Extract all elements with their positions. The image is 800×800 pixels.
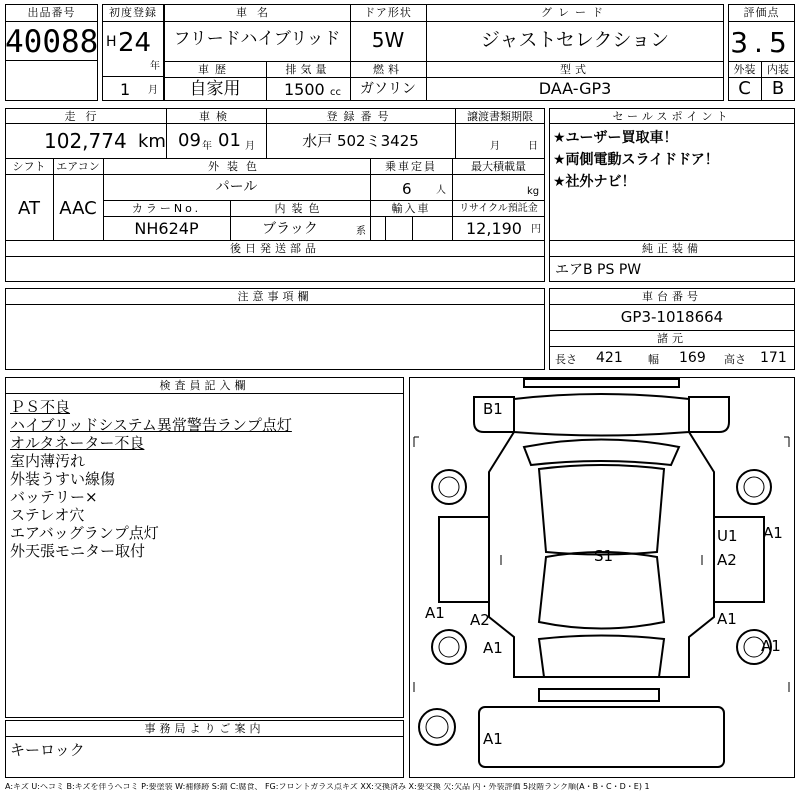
divider xyxy=(164,61,724,62)
length: 421 xyxy=(596,350,623,366)
damage-mark: A1 xyxy=(761,637,781,655)
inspection-month-unit: 月 xyxy=(245,141,255,152)
car-diagram xyxy=(409,377,795,778)
left-slide-door xyxy=(439,517,489,602)
divider xyxy=(549,123,795,124)
damage-mark: A1 xyxy=(483,730,503,748)
load-unit: kg xyxy=(527,186,540,197)
damage-mark: U1 xyxy=(717,527,738,545)
inspector-note: 室内薄汚れ xyxy=(10,452,86,470)
roof-shape xyxy=(539,465,664,555)
model-label: 型式 xyxy=(560,63,590,76)
divider xyxy=(164,21,724,22)
divider xyxy=(549,330,795,331)
displacement-unit: cc xyxy=(330,87,341,98)
displacement: 1500 xyxy=(284,80,325,99)
legend: A:キズ U:ヘコミ B:キズを伴うヘコミ P:要塗装 W:補修跡 S:錆 C:腐食、 FG:フロントガラス点キズ XX:交換済み X:要交換 欠:欠品 内・外装評価 5段階ランク順(A・B・C・D・E) 1 xyxy=(5,783,650,791)
divider xyxy=(728,21,795,22)
divider xyxy=(5,21,98,22)
width: 169 xyxy=(679,350,706,366)
divider xyxy=(102,76,164,77)
ext-label: 外装 xyxy=(733,63,756,76)
shift-label: シフト xyxy=(12,160,46,173)
interior-unit: 系 xyxy=(356,226,366,237)
inspection-month: 01 xyxy=(218,130,241,151)
rear-view-shape xyxy=(479,707,724,767)
windshield-shape xyxy=(524,440,679,466)
score: 3.5 xyxy=(730,26,793,59)
inspector-note: 外装うすい線傷 xyxy=(10,470,116,488)
equipment: エアB PS PW xyxy=(555,262,642,278)
front-bumper-shape xyxy=(524,379,679,387)
divider xyxy=(5,393,404,394)
divider xyxy=(412,216,413,240)
score-label: 評価点 xyxy=(743,6,780,19)
inspection-label: 車検 xyxy=(199,110,233,123)
divider xyxy=(5,240,545,241)
divider xyxy=(549,304,795,305)
inspector-note: 外天張モニター取付 xyxy=(10,542,146,560)
divider xyxy=(549,256,795,257)
capacity: 6 xyxy=(402,180,412,198)
inspector-label: 検査員記入欄 xyxy=(159,379,250,392)
door-type: 5W xyxy=(371,28,405,52)
office-box xyxy=(5,720,404,778)
divider xyxy=(5,174,103,175)
wheel-front-right xyxy=(737,470,771,504)
fuel: ガソリン xyxy=(360,81,416,97)
damage-mark: S1 xyxy=(594,547,614,565)
hood-shape xyxy=(514,394,689,436)
tailgate-shape xyxy=(539,636,664,678)
wheel-front-left xyxy=(432,470,466,504)
mileage-label: 走行 xyxy=(64,110,107,123)
recycle-label: リサイクル預託金 xyxy=(459,203,538,214)
damage-mark: A2 xyxy=(717,551,737,569)
wheel-rear-left xyxy=(432,630,466,664)
inspector-note: ステレオ穴 xyxy=(10,506,85,524)
ac: AAC xyxy=(59,198,97,219)
first-reg-label: 初度登録 xyxy=(109,6,157,19)
color-label: 外装色 xyxy=(208,160,265,173)
damage-mark: A1 xyxy=(763,524,783,542)
divider xyxy=(5,123,545,124)
era: H xyxy=(106,34,117,50)
inspector-note: ＰＳ不良 xyxy=(10,398,71,416)
equip-label: 純正装備 xyxy=(642,242,702,255)
interior: ブラック xyxy=(262,221,318,237)
inspector-note: オルタネーター不良 xyxy=(10,434,145,452)
inspector-note: エアバッグランプ点灯 xyxy=(10,524,159,542)
divider xyxy=(164,77,724,78)
chassis-number: GP3-1018664 xyxy=(620,308,724,326)
spare-wheel xyxy=(419,709,455,745)
name-label: 車名 xyxy=(236,6,278,19)
damage-mark: A1 xyxy=(483,639,503,657)
interior-label: 内装色 xyxy=(274,202,326,215)
height-label: 高さ xyxy=(724,353,746,366)
damage-mark: B1 xyxy=(483,400,503,418)
damage-mark: A1 xyxy=(425,604,445,622)
fuel-label: 燃料 xyxy=(373,63,403,76)
mileage-unit: km xyxy=(138,131,166,152)
lot-label: 出品番号 xyxy=(27,6,76,19)
door-label: ドア形状 xyxy=(364,6,412,19)
lot-number: 40088 xyxy=(5,24,99,60)
front-right-panel xyxy=(689,397,729,432)
int-grade: B xyxy=(771,78,785,99)
selling-point: ★ユーザー買取車！ xyxy=(553,130,678,146)
color-no-label: カラーNo. xyxy=(131,202,202,215)
grade-label: グレード xyxy=(541,6,609,19)
vehicle-name: フリードハイブリッド xyxy=(173,29,341,49)
height: 171 xyxy=(760,350,787,366)
recycle-unit: 円 xyxy=(531,224,541,235)
damage-mark: A2 xyxy=(470,611,490,629)
divider xyxy=(5,304,545,305)
chassis-label: 車台番号 xyxy=(642,290,702,303)
history: 自家用 xyxy=(189,79,241,99)
ext-grade: C xyxy=(738,78,751,99)
color-no: NH624P xyxy=(134,219,199,238)
inspector-note: ハイブリッドシステム異常警告ランプ点灯 xyxy=(10,416,292,434)
divider xyxy=(103,200,545,201)
inspection-year: 09 xyxy=(178,130,201,151)
plate: 水戸 502ミ3425 xyxy=(302,132,419,150)
reg-month: 1 xyxy=(120,80,131,99)
import-label: 輸入車 xyxy=(391,202,431,215)
inspector-note: バッテリー× xyxy=(10,488,98,506)
office-text: キーロック xyxy=(10,741,85,759)
plate-label: 登録番号 xyxy=(326,110,395,123)
divider xyxy=(5,60,98,61)
width-label: 幅 xyxy=(648,353,659,366)
history-label: 車歴 xyxy=(198,63,232,76)
selling-point: ★両側電動スライドドア！ xyxy=(553,152,719,168)
office-label: 事務局よりご案内 xyxy=(144,722,265,735)
damage-mark: A1 xyxy=(717,610,737,628)
rear-bumper-shape xyxy=(539,689,659,701)
model: DAA-GP3 xyxy=(538,79,612,98)
notes-label: 注意事項欄 xyxy=(237,290,313,303)
transfer-day: 日 xyxy=(528,141,538,152)
load-label: 最大積載量 xyxy=(471,160,526,173)
shift: AT xyxy=(18,198,40,219)
divider xyxy=(549,346,795,347)
color: パール xyxy=(215,179,258,195)
selling-label: セールスポイント xyxy=(612,110,732,123)
transfer-label: 譲渡書類期限 xyxy=(467,110,533,123)
ac-label: エアコン xyxy=(56,160,100,173)
displacement-label: 排気量 xyxy=(285,63,331,76)
divider xyxy=(385,216,386,240)
capacity-label: 乗車定員 xyxy=(385,160,437,173)
dims-label: 諸元 xyxy=(657,332,687,345)
recycle: 12,190 xyxy=(466,219,522,238)
grade: ジャストセレクション xyxy=(480,29,670,51)
selling-point: ★社外ナビ！ xyxy=(553,174,636,190)
reg-year: 24 xyxy=(118,28,152,58)
length-label: 長さ xyxy=(555,353,577,366)
month-unit: 月 xyxy=(148,85,158,96)
divider xyxy=(5,256,545,257)
transfer-month: 月 xyxy=(490,141,500,152)
divider xyxy=(102,21,164,22)
divider xyxy=(103,174,545,175)
int-label: 内装 xyxy=(767,63,789,76)
divider xyxy=(103,216,545,217)
later-parts-label: 後日発送部品 xyxy=(230,242,320,255)
year-unit: 年 xyxy=(150,61,160,72)
inspection-year-unit: 年 xyxy=(202,141,212,152)
capacity-unit: 人 xyxy=(436,185,446,196)
divider xyxy=(5,158,545,159)
mileage: 102,774 xyxy=(44,129,127,153)
divider xyxy=(549,240,795,241)
